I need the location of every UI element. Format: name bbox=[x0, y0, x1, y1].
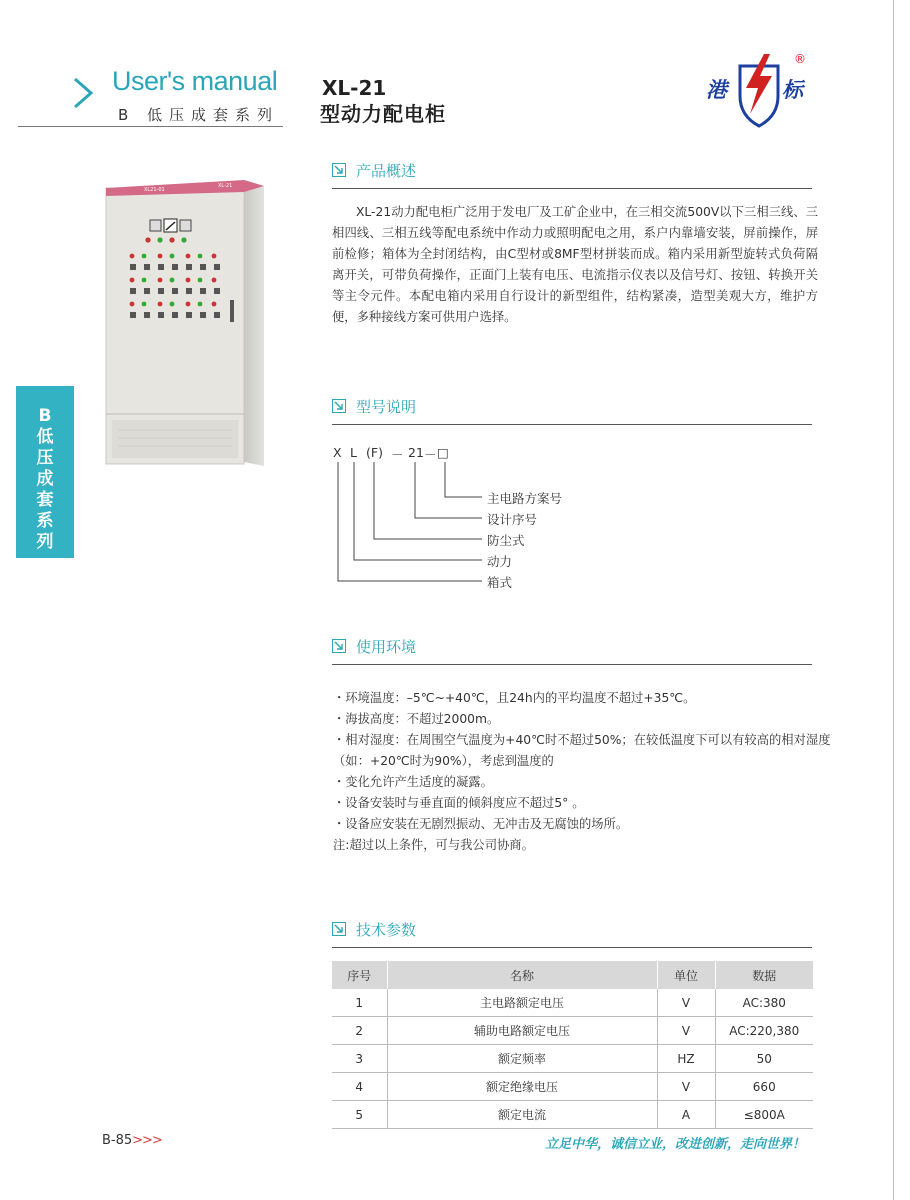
env-note: 注:超过以上条件，可与我公司协商。 bbox=[333, 838, 534, 852]
table-row: 4 额定绝缘电压 V 660 bbox=[332, 1073, 813, 1101]
table-header-row bbox=[332, 961, 813, 989]
lightning-shield-icon bbox=[736, 52, 782, 128]
model-label: 箱式 bbox=[487, 575, 513, 590]
section-tech-header bbox=[332, 919, 812, 948]
col-header: 单位 bbox=[657, 961, 715, 989]
cabinet-illustration bbox=[100, 176, 270, 472]
section-overview-header bbox=[332, 160, 812, 189]
tech-params-table bbox=[332, 961, 813, 1129]
section-title: 使用环境 bbox=[356, 638, 417, 656]
code-part: L bbox=[350, 445, 357, 460]
model-code-leader-lines bbox=[330, 460, 490, 590]
section-title: 型号说明 bbox=[356, 398, 417, 416]
product-model: XL-21 bbox=[322, 76, 387, 100]
section-environment-header bbox=[332, 636, 812, 665]
environment-list bbox=[333, 688, 831, 856]
code-part: － bbox=[391, 447, 404, 462]
table-row: 2 辅助电路额定电压 V AC:220,380 bbox=[332, 1017, 813, 1045]
col-header: 名称 bbox=[387, 961, 657, 989]
env-line: ・环境温度：–5℃~+40℃，且24h内的平均温度不超过+35℃。 bbox=[333, 691, 696, 705]
table-row: 5 额定电流 A ≤800A bbox=[332, 1101, 813, 1129]
brand-logo: 港 标 ® bbox=[700, 50, 830, 130]
env-line: ・海拔高度：不超过2000m。 bbox=[333, 712, 500, 726]
code-part: (F) bbox=[366, 445, 383, 460]
model-label: 动力 bbox=[487, 554, 513, 569]
model-label: 防尘式 bbox=[487, 533, 525, 548]
page-number: B-85>>> bbox=[102, 1133, 162, 1148]
section-model-header bbox=[332, 396, 812, 425]
cabinet-label-right: XL-21 bbox=[218, 183, 233, 189]
header-divider bbox=[18, 126, 283, 127]
model-label: 设计序号 bbox=[487, 512, 538, 527]
section-arrow-icon bbox=[332, 922, 346, 936]
code-part: － bbox=[424, 447, 437, 462]
table-row: 1 主电路额定电压 V AC:380 bbox=[332, 989, 813, 1017]
env-line: ・变化允许产生适度的凝露。 bbox=[333, 775, 493, 789]
code-part: X bbox=[333, 445, 342, 460]
page-border-line bbox=[893, 0, 894, 1200]
double-chevron-icon: >>> bbox=[132, 1133, 162, 1148]
overview-text: XL-21动力配电柜广泛用于发电厂及工矿企业中，在三相交流500V以下三相三线、三相四线、三相五线等配电系统中作动力或照明配电之用，系户内靠墙安装，屏前操作，屏前检修；箱体为全封闭结构，由C型材或8MF型材拼装而成。箱内采用新型旋转式负荷隔离开关，可带负荷操作，正面门上装有电压、电流指示仪表以及信号灯、按钮、转换开关等主令元件。本配电箱内采用自行设计的新型组件，结构紧凑，造型美观大方，维护方便，多种接线方案可供用户选择。 bbox=[332, 205, 818, 324]
code-part: □ bbox=[437, 445, 449, 460]
product-title: 型动力配电柜 bbox=[320, 102, 446, 126]
series-subtitle: B 低压成套系列 bbox=[118, 106, 280, 124]
section-arrow-icon bbox=[332, 399, 346, 413]
section-arrow-icon bbox=[332, 639, 346, 653]
section-arrow-icon bbox=[332, 163, 346, 177]
side-section-tab: B 低 压 成 套 系 列 bbox=[16, 386, 74, 558]
env-line: ・设备安装时与垂直面的倾斜度应不超过5° 。 bbox=[333, 796, 585, 810]
code-part: 21 bbox=[408, 445, 424, 460]
manual-title: User's manual bbox=[112, 66, 278, 96]
col-header: 序号 bbox=[332, 961, 387, 989]
col-header: 数据 bbox=[715, 961, 813, 989]
env-line: （如：+20℃时为90%），考虑到温度的 bbox=[333, 754, 554, 768]
chevron-right-icon bbox=[70, 76, 96, 110]
model-label: 主电路方案号 bbox=[487, 491, 563, 506]
cabinet-label-left: XL21-01 bbox=[144, 187, 165, 193]
env-line: ・相对湿度：在周围空气温度为+40℃时不超过50%；在较低温度下可以有较高的相对湿度 bbox=[333, 733, 831, 747]
table-row: 3 额定频率 HZ 50 bbox=[332, 1045, 813, 1073]
section-title: 产品概述 bbox=[356, 162, 417, 180]
company-slogan: 立足中华，诚信立业，改进创新，走向世界！ bbox=[545, 1137, 806, 1152]
env-line: ・设备应安装在无剧烈振动、无冲击及无腐蚀的场所。 bbox=[333, 817, 629, 831]
section-title: 技术参数 bbox=[356, 921, 417, 939]
